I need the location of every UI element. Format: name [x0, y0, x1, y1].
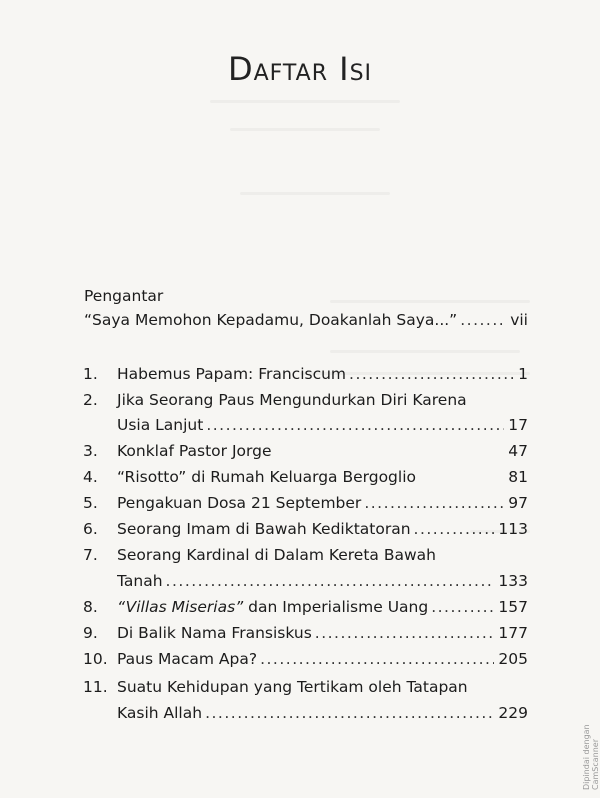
- chapter-title[interactable]: “Risotto” di Rumah Keluarga Bergoglio: [117, 468, 416, 486]
- chapter-title[interactable]: Jika Seorang Paus Mengundurkan Diri Karena: [117, 391, 467, 409]
- scanner-watermark: Dipindai dengan CamScanner: [582, 724, 600, 790]
- chapter-title: [117, 597, 431, 617]
- dot-leader: [166, 571, 495, 591]
- chapter-page: 81: [508, 468, 528, 486]
- chapter-number: 7.: [83, 546, 98, 564]
- chapter-page: 157: [498, 598, 528, 616]
- chapter-number: 4.: [83, 468, 98, 486]
- chapter-page: 1: [518, 365, 528, 383]
- chapter-entry-9[interactable]: [117, 623, 528, 643]
- chapter-page: 229: [498, 704, 528, 722]
- chapter-entry-11[interactable]: [117, 703, 528, 723]
- chapter-title-rest: dan Imperialisme Uang: [243, 598, 429, 616]
- chapter-entry-2[interactable]: [117, 415, 528, 435]
- chapter-title: Habemus Papam: Franciscum: [117, 365, 347, 383]
- chapter-page: 17: [508, 416, 528, 434]
- chapter-number: 8.: [83, 598, 98, 616]
- page-title: Daftar Isi: [227, 50, 373, 88]
- dot-leader: [315, 623, 495, 643]
- chapter-entry-7[interactable]: [117, 571, 528, 591]
- chapter-number: 10.: [83, 650, 108, 668]
- chapter-title: Di Balik Nama Fransiskus: [117, 624, 312, 642]
- chapter-title[interactable]: Suatu Kehidupan yang Tertikam oleh Tatapan: [117, 678, 468, 696]
- dot-leader: [431, 597, 494, 617]
- chapter-title[interactable]: Konklaf Pastor Jorge: [117, 442, 272, 460]
- intro-entry[interactable]: [84, 310, 528, 330]
- dot-leader: [206, 415, 504, 435]
- chapter-page: 177: [498, 624, 528, 642]
- chapter-number: 5.: [83, 494, 98, 512]
- chapter-title-cont: Tanah: [117, 572, 163, 590]
- chapter-page: 113: [498, 520, 528, 538]
- chapter-title-italic: “Villas Miserias”: [117, 598, 244, 616]
- chapter-number: 1.: [83, 365, 98, 383]
- dot-leader: [414, 519, 495, 539]
- chapter-number: 9.: [83, 624, 98, 642]
- chapter-title-cont: Usia Lanjut: [117, 416, 204, 434]
- chapter-title: Pengakuan Dosa 21 September: [117, 494, 362, 512]
- chapter-number: 11.: [83, 678, 108, 696]
- chapter-number: 3.: [83, 442, 98, 460]
- chapter-page: 47: [508, 442, 528, 460]
- intro-subtitle: “Saya Memohon Kepadamu, Doakanlah Saya...”: [84, 311, 458, 329]
- intro-heading: Pengantar: [84, 287, 164, 305]
- chapter-number: 6.: [83, 520, 98, 538]
- chapter-page: 97: [508, 494, 528, 512]
- dot-leader: [205, 703, 494, 723]
- chapter-entry-5[interactable]: [117, 493, 528, 513]
- chapter-number: 2.: [83, 391, 98, 409]
- chapter-title: Seorang Imam di Bawah Kediktatoran: [117, 520, 411, 538]
- chapter-page: 133: [498, 572, 528, 590]
- dot-leader: [260, 649, 494, 669]
- chapter-entry-6[interactable]: [117, 519, 528, 539]
- chapter-title[interactable]: Seorang Kardinal di Dalam Kereta Bawah: [117, 546, 436, 564]
- chapter-entry-10[interactable]: [117, 649, 528, 669]
- chapter-title: Paus Macam Apa?: [117, 650, 258, 668]
- dot-leader: [460, 310, 506, 330]
- chapter-title-cont: Kasih Allah: [117, 704, 203, 722]
- intro-page: vii: [510, 311, 528, 329]
- dot-leader: [349, 364, 514, 384]
- chapter-page: 205: [498, 650, 528, 668]
- chapter-entry-8[interactable]: [117, 597, 528, 617]
- chapter-entry-1[interactable]: [117, 364, 528, 384]
- dot-leader: [364, 493, 504, 513]
